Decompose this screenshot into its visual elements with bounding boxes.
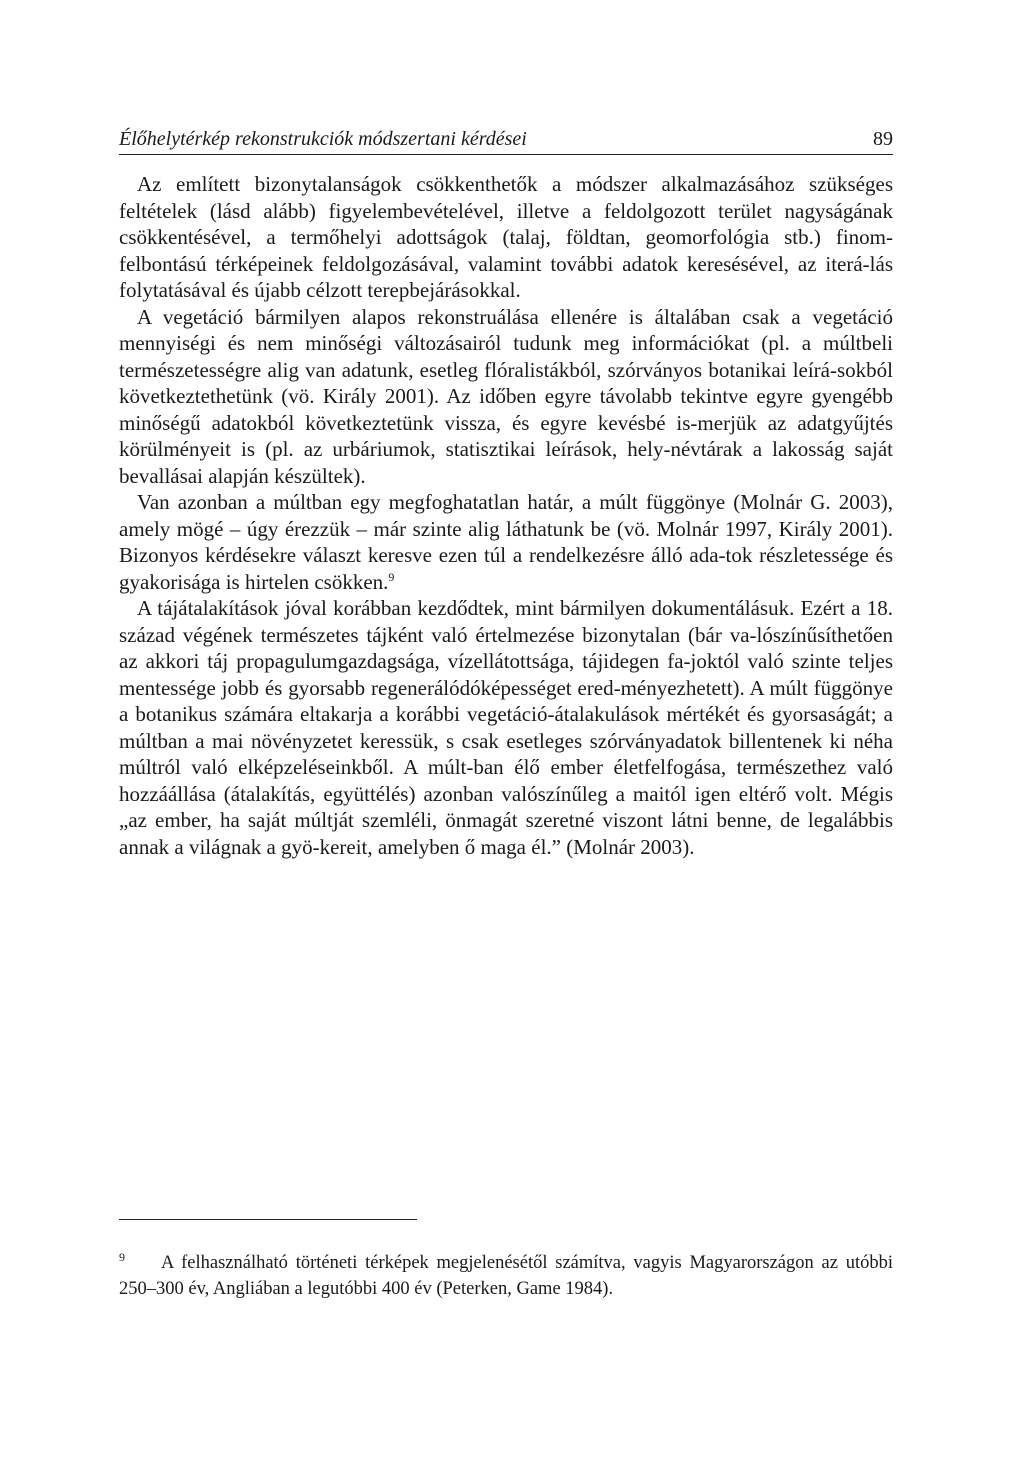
paragraph-2: A vegetáció bármilyen alapos rekonstruálása ellenére is általában csak a vegetáció mennyiségi és nem minőségi változásairól tudunk meg információkat (pl. a múltbeli természetességre alig van adatunk, esetleg flóralistákból, szórványos botanikai leírá-sokból következtethetünk (vö. Király 2001). Az időben egyre távolabb tekintve egyre gyengébb minőségű adatokból következtetünk vissza, és egyre kevésbé is-merjük az adatgyűjtés körülményeit is (pl. az urbáriumok, statisztikai leírások, hely-névtárak a lakosság saját bevallásai alapján készültek).	[119, 304, 893, 488]
running-header	[119, 128, 893, 155]
footnote-text: A felhasználható történeti térképek megjelenésétől számítva, vagyis Magyarországon az utóbbi 250–300 év, Angliában a legutóbbi 400 év (Peterken, Game 1984).	[119, 1253, 893, 1300]
paragraph-4: A tájátalakítások jóval korábban kezdődtek, mint bármilyen dokumentálásuk. Ezért a 18. század végének természetes tájként való értelmezése bizonytalan (bár va-lószínűsíthetően az akkori táj propagulumgazdagsága, vízellátottsága, tájidegen fa-joktól való szinte teljes mentessége jobb és gyorsabb regenerálódóképességet ered-ményezhetett). A múlt függönye a botanikus számára eltakarja a korábbi vegetáció-átalakulások mértékét és gyorsaságát; a múltban a mai növényzetet keressük, s csak esetleges szórványadatok billentenek ki néha múltról való elképzeléseinkből. A múlt-ban élő ember életfelfogása, természethez való hozzáállása (átalakítás, együttélés) azonban valószínűleg a maitól igen eltérő volt. Mégis „az ember, ha saját múltját szemléli, önmagát szeretné viszont látni benne, de legalábbis annak a világnak a gyö-kereit, amelyben ő maga él.” (Molnár 2003).	[119, 596, 893, 859]
footnote-marker: 9	[119, 1250, 125, 1264]
footnote	[119, 1244, 893, 1302]
footnote-separator	[119, 1219, 417, 1220]
paragraph-1: Az említett bizonytalanságok csökkenthetők a módszer alkalmazásához szükséges feltételek (lásd alább) figyelembevételével, illetve a feldolgozott terület nagyságának csökkentésével, a termőhelyi adottságok (talaj, földtan, geomorfológia stb.) finom-felbontású térképeinek feldolgozásával, valamint további adatok keresésével, az iterá-lás folytatásával és újabb célzott terepbejárásokkal.	[119, 172, 893, 302]
paragraph-3	[119, 489, 893, 595]
body-text	[119, 171, 893, 860]
footnote-reference[interactable]: 9	[388, 569, 395, 584]
paragraph-3-text: Van azonban a múltban egy megfoghatatlan határ, a múlt függönye (Molnár G. 2003), amely mögé – úgy érezzük – már szinte alig láthatunk be (vö. Molnár 1997, Király 2001). Bizonyos kérdésekre választ keresve ezen túl a rendelkezésre álló ada-tok részletessége és gyakorisága is hirtelen csökken.	[119, 490, 893, 594]
running-header-title: Élőhelytérkép rekonstrukciók módszertani kérdései	[119, 128, 527, 150]
page-number: 89	[873, 128, 893, 150]
